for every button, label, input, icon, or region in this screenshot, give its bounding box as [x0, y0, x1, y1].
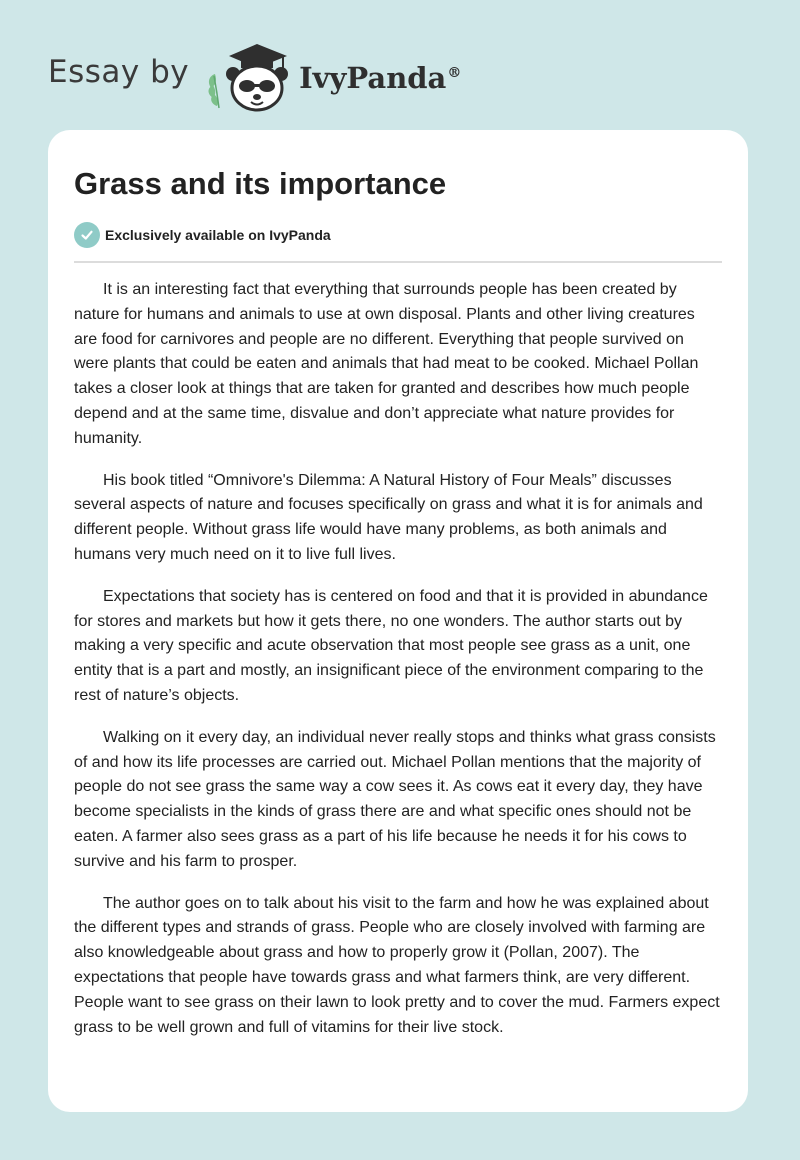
leaf-icon [209, 74, 220, 108]
exclusive-badge [74, 222, 331, 248]
essay-paragraph: Walking on it every day, an individual never really stops and thinks what grass consists of and how its life processes are carried out. Michael Pollan mentions that the majority of people do not see grass the same way a cow sees it. As cows eat it every day, they have become specialists in the kinds of grass there are and what specific ones should not be eaten. A farmer also sees grass as a part of his life because he needs it for his cows to survive and his farm to prosper. [74, 728, 716, 870]
essay-card [48, 130, 748, 1112]
essay-paragraph: His book titled “Omnivore's Dilemma: A Natural History of Four Meals” discusses several aspects of nature and focuses specifically on grass and what it is for animals and different people. Without grass life would have many problems, as both animals and humans very much need on it to live full lives. [74, 471, 703, 563]
brand-name [299, 61, 461, 95]
essay-paragraph: It is an interesting fact that everything that surrounds people has been created by nature for humans and animals to use at own disposal. Plants and other living creatures are food for carnivores and people are no different. Everything that people survived on were plants that could be eaten and animals that had meat to be cooked. Michael Pollan takes a closer look at things that are taken for granted and describes how much people depend and at the same time, disvalue and don’t appreciate what nature provides for humanity. [74, 281, 699, 447]
essay-paragraph: The author goes on to talk about his visit to the farm and how he was explained about the different types and strands of grass. People who are closely involved with farming are also knowledgeable about grass and how to properly grow it (Pollan, 2007). The expectations that people have towards grass and what farmers think, are very different. People want to see grass on their lawn to look pretty and to cover the mud. Farmers expect grass to be well grown and full of vitamins for their live stock. [74, 894, 720, 1036]
brand-name-text: IvyPanda [299, 61, 447, 95]
essay-paragraph: Expectations that society has is centered on food and that it is provided in abundance for stores and markets but how it gets there, no one wonders. The author starts out by making a very specific and acute observation that most people see grass as a unit, one entity that is a part and mostly, an insignificant piece of the environment comparing to the rest of nature’s objects. [74, 587, 708, 704]
brand-prefix: Essay by [48, 54, 190, 90]
exclusive-badge-label: Exclusively available on IvyPanda [105, 227, 331, 243]
essay-body [74, 278, 722, 1057]
essay-title: Grass and its importance [74, 166, 447, 201]
title-divider [74, 261, 722, 263]
check-circle-icon [74, 222, 100, 248]
registered-mark: ® [447, 65, 462, 82]
brand-header[interactable] [48, 36, 461, 116]
panda-graduate-icon [205, 36, 297, 116]
